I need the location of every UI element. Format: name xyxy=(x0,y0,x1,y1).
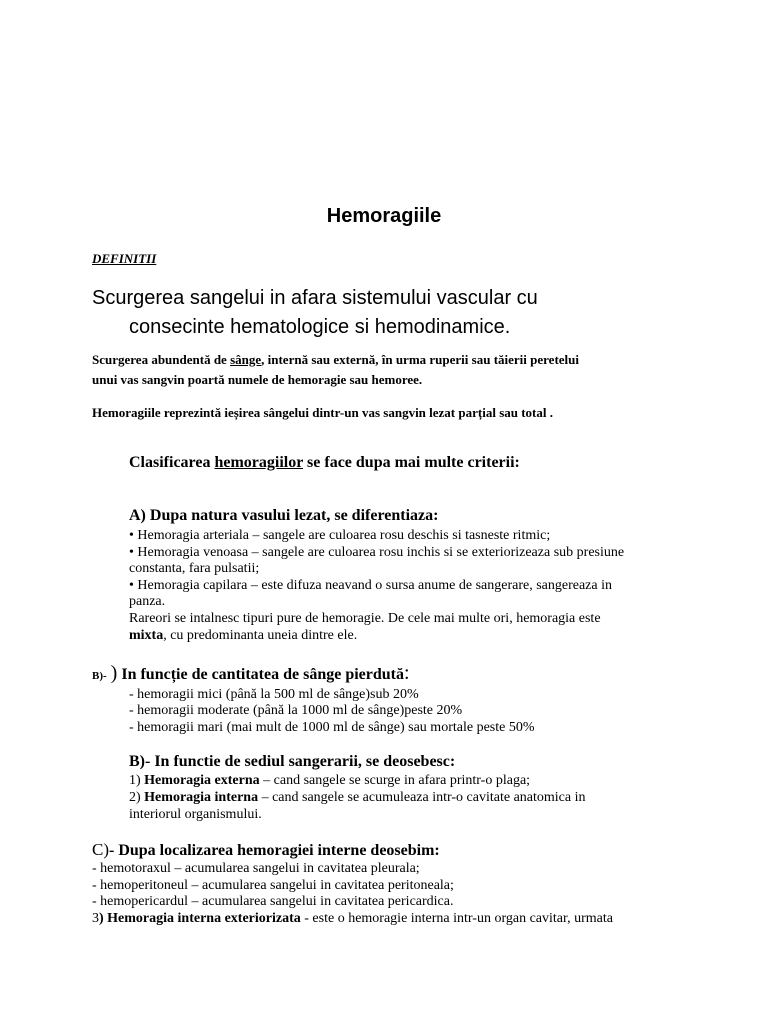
section-b1-paren: ) xyxy=(110,662,118,684)
section-a-line: panza. xyxy=(129,594,166,609)
item1-num: 1) xyxy=(129,773,145,788)
section-b1-line: - hemoragii moderate (până la 1000 ml de sânge)peste 20% xyxy=(129,703,463,718)
section-b2-item2-line2: interiorul organismului. xyxy=(129,807,262,822)
section-b1-title: In funcție de cantitatea de sânge pierdută xyxy=(117,666,404,683)
section-c-line: - hemotoraxul – acumularea sangelui in cavitatea pleurala; xyxy=(92,861,420,876)
main-definition xyxy=(92,284,652,342)
item2-num: 2) xyxy=(129,790,145,805)
section-c-title: - Dupa localizarea hemoragiei interne deosebim: xyxy=(109,842,440,859)
section-b1-line: - hemoragii mici (până la 500 ml de sânge)sub 20% xyxy=(129,687,419,702)
section-a-line: • Hemoragia arteriala – sangele are culoarea rosu deschis si tasneste ritmic; xyxy=(129,528,551,543)
paragraph-1-line1 xyxy=(92,350,579,370)
section-c-heading xyxy=(92,840,440,860)
section-b2-item1 xyxy=(129,772,530,789)
classification-text: Clasificarea xyxy=(129,454,215,471)
mixta-rest: , cu predominanta uneia dintre ele. xyxy=(163,628,358,643)
item1-rest: – cand sangele se scurge in afara printr-o plaga; xyxy=(259,773,531,788)
section-a-heading: A) Dupa natura vasului lezat, se diferentiaza: xyxy=(129,507,439,524)
section-a-line: • Hemoragia capilara – este difuza neavand o sursa anume de sangerare, sangereaza in xyxy=(129,578,612,593)
classification-text-rest: se face dupa mai multe criterii: xyxy=(303,454,520,471)
item3-rest: - este o hemoragie interna intr-un organ cavitar, urmata xyxy=(300,911,613,926)
item1-bold: Hemoragia externa xyxy=(144,773,260,788)
item3-num: 3 xyxy=(92,911,99,926)
section-a-line: Rareori se intalnesc tipuri pure de hemoragie. De cele mai multe ori, hemoragia este xyxy=(129,611,601,626)
definitii-label: DEFINITII xyxy=(92,251,157,266)
hemoragiilor-link[interactable]: hemoragiilor xyxy=(214,454,304,471)
main-definition-line2: consecinte hematologice si hemodinamice. xyxy=(129,316,511,338)
para1-text-rest: , internă sau externă, în urma ruperii sau tăierii peretelui xyxy=(261,352,580,367)
item2-bold: Hemoragia interna xyxy=(144,790,259,805)
section-b2-item2 xyxy=(129,789,586,806)
paragraph-1-line2: unui vas sangvin poartă numele de hemoragie sau hemoree. xyxy=(92,372,423,387)
section-a-line: constanta, fara pulsatii; xyxy=(129,561,260,576)
section-b1-heading xyxy=(92,662,410,685)
section-b2-heading: B)- In functie de sediul sangerarii, se deosebesc: xyxy=(129,753,456,770)
section-c-letter: C) xyxy=(92,840,109,859)
item2-rest: – cand sangele se acumuleaza intr-o cavitate anatomica in xyxy=(258,790,586,805)
page-title: Hemoragiile xyxy=(326,205,442,227)
paragraph-2: Hemoragiile reprezintă ieșirea sângelui dintr-un vas sangvin lezat parțial sau total . xyxy=(92,405,553,420)
main-definition-line1: Scurgerea sangelui in afara sistemului vascular cu xyxy=(92,287,538,309)
item3-bold: ) Hemoragia interna exteriorizata xyxy=(99,911,301,926)
section-c-line: - hemopericardul – acumularea sangelui in cavitatea pericardica. xyxy=(92,894,454,909)
classification-heading xyxy=(129,454,520,472)
section-b1-colon: : xyxy=(404,662,410,684)
para1-text: Scurgerea abundentă de xyxy=(92,352,231,367)
section-c-line: - hemoperitoneul – acumularea sangelui in cavitatea peritoneala; xyxy=(92,878,454,893)
mixta-bold: mixta xyxy=(129,628,164,643)
section-b1-prefix: B)- xyxy=(92,670,107,682)
section-c-item3 xyxy=(92,910,613,927)
section-a-mixta-line xyxy=(129,627,357,644)
section-b1-line: - hemoragii mari (mai mult de 1000 ml de sânge) sau mortale peste 50% xyxy=(129,720,535,735)
sange-link[interactable]: sânge xyxy=(230,352,262,367)
section-a-line: • Hemoragia venoasa – sangele are culoarea rosu inchis si se exteriorizeaza sub presiune xyxy=(129,545,625,560)
